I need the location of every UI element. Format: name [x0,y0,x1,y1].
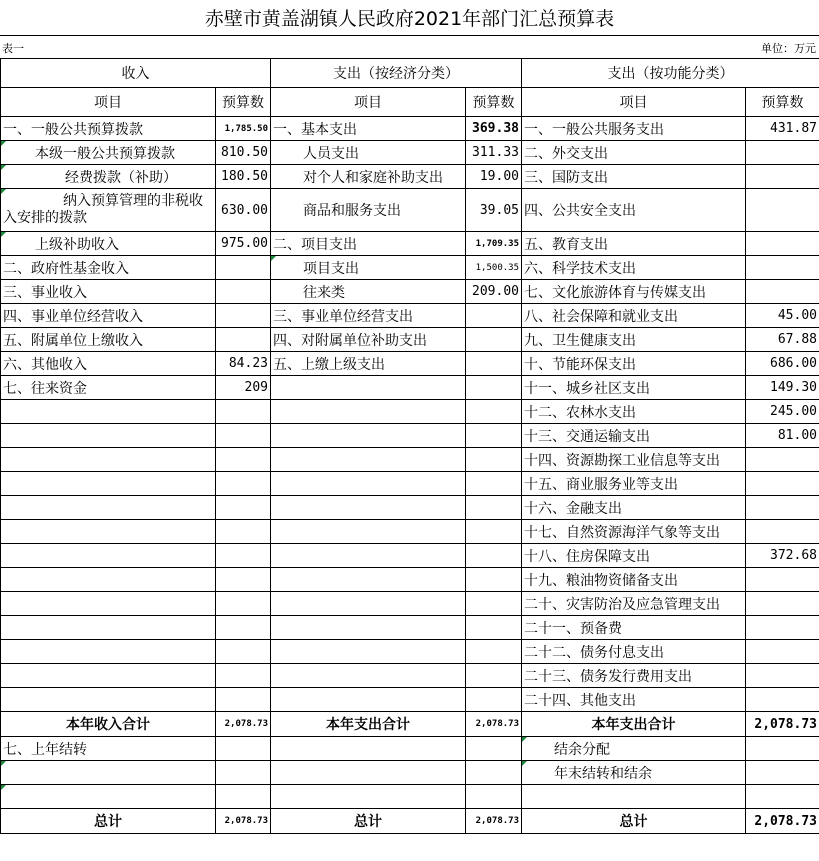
func-amount-header: 预算数 [746,88,819,117]
table-row [1,424,819,448]
income-item [1,688,216,712]
econ-item [271,785,466,809]
table-row [1,737,819,761]
table-row [1,376,819,400]
table-row [1,761,819,785]
income-total-label: 本年收入合计 [1,712,216,737]
econ-item [271,616,466,640]
func-item: 八、社会保障和就业支出 [522,304,746,328]
income-amount [216,785,271,809]
budget-table [0,58,819,834]
func-item: 二十二、债务付息支出 [522,640,746,664]
econ-amount [466,520,522,544]
func-amount: 431.87 [746,117,819,141]
econ-item: 三、事业单位经营支出 [271,304,466,328]
econ-amount [466,376,522,400]
income-item: 二、政府性基金收入 [1,256,216,280]
econ-amount [466,304,522,328]
table-row [1,640,819,664]
income-item: 四、事业单位经营收入 [1,304,216,328]
econ-item [271,472,466,496]
income-amount [216,761,271,785]
func-item: 四、公共安全支出 [522,189,746,232]
func-amount [746,592,819,616]
table-row [1,141,819,165]
income-item [1,568,216,592]
econ-amount: 1,709.35 [466,232,522,256]
income-item: 六、其他收入 [1,352,216,376]
table-row [1,232,819,256]
table-row [1,400,819,424]
func-item: 五、教育支出 [522,232,746,256]
econ-item [271,496,466,520]
income-item: 七、往来资金 [1,376,216,400]
econ-amount [466,352,522,376]
table-row [1,664,819,688]
func-total: 2,078.73 [746,712,819,737]
econ-item [271,592,466,616]
income-item: 五、附属单位上缴收入 [1,328,216,352]
func-amount [746,256,819,280]
econ-item [271,568,466,592]
func-amount [746,189,819,232]
income-item [1,544,216,568]
income-amount: 209 [216,376,271,400]
econ-item-header: 项目 [271,88,466,117]
table-row [1,304,819,328]
func-amount [746,496,819,520]
func-item: 十八、住房保障支出 [522,544,746,568]
econ-item: 五、上缴上级支出 [271,352,466,376]
table-row [1,592,819,616]
func-item: 二十、灾害防治及应急管理支出 [522,592,746,616]
income-item: 三、事业收入 [1,280,216,304]
econ-grand-total: 2,078.73 [466,809,522,834]
func-item: 十六、金融支出 [522,496,746,520]
econ-item [271,400,466,424]
func-item: 十一、城乡社区支出 [522,376,746,400]
table-row [1,256,819,280]
column-header-row [1,88,819,117]
econ-item: 一、基本支出 [271,117,466,141]
income-amount [216,592,271,616]
func-amount: 67.88 [746,328,819,352]
func-amount [746,785,819,809]
econ-amount [466,472,522,496]
income-item-header: 项目 [1,88,216,117]
econ-amount [466,424,522,448]
func-amount: 245.00 [746,400,819,424]
func-item: 六、科学技术支出 [522,256,746,280]
section-header-row [1,59,819,88]
income-amount [216,448,271,472]
econ-item: 四、对附属单位补助支出 [271,328,466,352]
econ-amount [466,400,522,424]
econ-item: 项目支出 [271,256,466,280]
func-amount [746,664,819,688]
func-item: 二、外交支出 [522,141,746,165]
income-amount: 180.50 [216,165,271,189]
func-amount: 372.68 [746,544,819,568]
income-amount: 630.00 [216,189,271,232]
econ-amount [466,496,522,520]
income-amount [216,664,271,688]
econ-amount-header: 预算数 [466,88,522,117]
income-amount [216,328,271,352]
func-item: 二十四、其他支出 [522,688,746,712]
econ-amount [466,544,522,568]
table-row [1,117,819,141]
income-amount: 975.00 [216,232,271,256]
func-amount: 686.00 [746,352,819,376]
econ-item [271,544,466,568]
income-amount [216,688,271,712]
econ-amount [466,640,522,664]
income-item: 七、上年结转 [1,737,216,761]
func-item: 结余分配 [522,737,746,761]
table-label: 表一 [2,42,24,55]
func-amount [746,232,819,256]
econ-amount: 19.00 [466,165,522,189]
econ-amount [466,664,522,688]
table-row [1,472,819,496]
econ-amount: 369.38 [466,117,522,141]
func-item-header: 项目 [522,88,746,117]
econ-item [271,664,466,688]
income-amount [216,304,271,328]
income-amount [216,616,271,640]
func-amount [746,448,819,472]
econ-amount [466,568,522,592]
income-item [1,616,216,640]
func-item: 十五、商业服务业等支出 [522,472,746,496]
econ-amount [466,737,522,761]
func-amount [746,280,819,304]
income-item: 一、一般公共预算拨款 [1,117,216,141]
income-amount: 84.23 [216,352,271,376]
econ-item [271,520,466,544]
econ-item [271,424,466,448]
econ-amount [466,328,522,352]
income-item [1,592,216,616]
func-amount [746,165,819,189]
income-amount [216,737,271,761]
func-grand-total: 2,078.73 [746,809,819,834]
func-amount: 149.30 [746,376,819,400]
income-amount: 1,785.50 [216,117,271,141]
func-item: 十、节能环保支出 [522,352,746,376]
income-amount [216,544,271,568]
econ-item: 二、项目支出 [271,232,466,256]
func-amount [746,520,819,544]
income-item: 本级一般公共预算拨款 [1,141,216,165]
func-section-header: 支出（按功能分类） [522,59,819,88]
func-item [522,785,746,809]
econ-item: 对个人和家庭补助支出 [271,165,466,189]
year-total-row [1,712,819,737]
income-grand-total: 2,078.73 [216,809,271,834]
income-amount: 810.50 [216,141,271,165]
func-item: 十二、农林水支出 [522,400,746,424]
func-amount: 81.00 [746,424,819,448]
income-amount [216,496,271,520]
income-amount [216,568,271,592]
table-row [1,688,819,712]
income-item [1,472,216,496]
func-amount [746,688,819,712]
econ-item: 商品和服务支出 [271,189,466,232]
func-item: 二十一、预备费 [522,616,746,640]
income-amount-header: 预算数 [216,88,271,117]
income-item [1,785,216,809]
econ-section-header: 支出（按经济分类） [271,59,522,88]
econ-amount: 311.33 [466,141,522,165]
income-amount [216,424,271,448]
income-item: 纳入预算管理的非税收入安排的拨款 [1,189,216,232]
table-row [1,352,819,376]
grand-total-row [1,809,819,834]
econ-item [271,640,466,664]
income-section-header: 收入 [1,59,271,88]
income-amount [216,520,271,544]
func-item: 二十三、债务发行费用支出 [522,664,746,688]
unit-label: 单位：万元 [761,42,816,55]
table-row [1,165,819,189]
income-item: 上级补助收入 [1,232,216,256]
func-item: 十七、自然资源海洋气象等支出 [522,520,746,544]
func-grand-total-label: 总计 [522,809,746,834]
econ-amount [466,592,522,616]
func-amount: 45.00 [746,304,819,328]
income-item: 经费拨款（补助） [1,165,216,189]
econ-total: 2,078.73 [466,712,522,737]
econ-item [271,376,466,400]
income-amount [216,400,271,424]
econ-grand-total-label: 总计 [271,809,466,834]
econ-item: 人员支出 [271,141,466,165]
income-item [1,761,216,785]
table-row [1,189,819,232]
income-amount [216,256,271,280]
table-row [1,616,819,640]
econ-amount [466,785,522,809]
func-total-label: 本年支出合计 [522,712,746,737]
econ-amount: 209.00 [466,280,522,304]
func-item: 十三、交通运输支出 [522,424,746,448]
func-amount [746,761,819,785]
income-item [1,424,216,448]
income-item [1,640,216,664]
func-amount [746,616,819,640]
econ-amount [466,688,522,712]
func-amount [746,141,819,165]
func-item: 九、卫生健康支出 [522,328,746,352]
econ-item [271,761,466,785]
econ-item [271,688,466,712]
func-amount [746,737,819,761]
page-title: 赤壁市黄盖湖镇人民政府2021年部门汇总预算表 [0,0,819,36]
econ-item [271,737,466,761]
income-amount [216,640,271,664]
func-amount [746,472,819,496]
econ-total-label: 本年支出合计 [271,712,466,737]
income-amount [216,472,271,496]
func-item: 十四、资源勘探工业信息等支出 [522,448,746,472]
table-row [1,328,819,352]
econ-amount [466,616,522,640]
table-row [1,568,819,592]
func-item: 十九、粮油物资储备支出 [522,568,746,592]
econ-item: 往来类 [271,280,466,304]
econ-item [271,448,466,472]
func-item: 七、文化旅游体育与传媒支出 [522,280,746,304]
table-row [1,520,819,544]
income-item [1,664,216,688]
func-amount [746,568,819,592]
table-row [1,544,819,568]
income-item [1,400,216,424]
income-grand-total-label: 总计 [1,809,216,834]
econ-amount [466,761,522,785]
econ-amount: 1,500.35 [466,256,522,280]
table-row [1,785,819,809]
table-row [1,280,819,304]
econ-amount: 39.05 [466,189,522,232]
income-amount [216,280,271,304]
income-total: 2,078.73 [216,712,271,737]
income-item [1,496,216,520]
func-item: 年末结转和结余 [522,761,746,785]
econ-amount [466,448,522,472]
income-item [1,448,216,472]
func-item: 一、一般公共服务支出 [522,117,746,141]
table-row [1,496,819,520]
func-amount [746,640,819,664]
income-item [1,520,216,544]
func-item: 三、国防支出 [522,165,746,189]
table-row [1,448,819,472]
